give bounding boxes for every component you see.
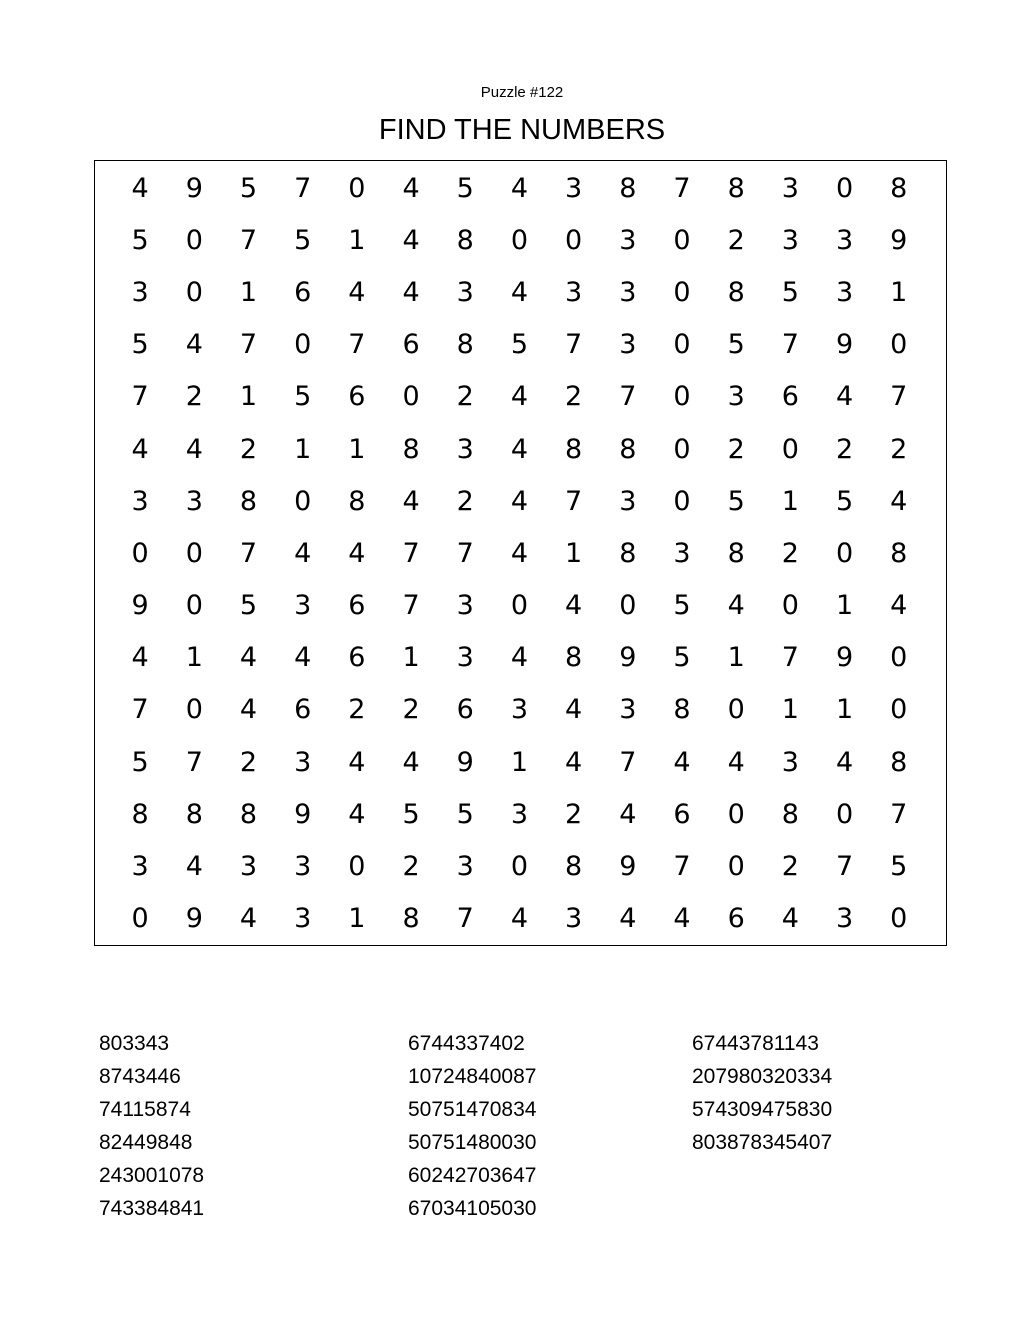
grid-cell[interactable]: 8: [456, 329, 474, 361]
grid-cell[interactable]: 5: [402, 798, 420, 830]
grid-cell[interactable]: 7: [402, 590, 420, 622]
grid-cell[interactable]: 0: [185, 224, 203, 256]
word-list-item: 74115874: [99, 1098, 191, 1121]
grid-cell[interactable]: 7: [456, 903, 474, 935]
grid-cell[interactable]: 0: [890, 694, 908, 726]
grid-cell[interactable]: 5: [510, 329, 528, 361]
grid-cell[interactable]: 8: [402, 903, 420, 935]
grid-cell[interactable]: 0: [510, 224, 528, 256]
grid-cell[interactable]: 1: [348, 903, 366, 935]
word-list-item: 82449848: [99, 1131, 193, 1154]
grid-cell[interactable]: 4: [890, 590, 908, 622]
grid-cell[interactable]: 3: [456, 433, 474, 465]
grid-cell[interactable]: 8: [565, 642, 583, 674]
word-list-item: 6744337402: [408, 1032, 525, 1055]
grid-cell[interactable]: 2: [456, 485, 474, 517]
grid-cell[interactable]: 0: [673, 329, 691, 361]
grid-cell[interactable]: 8: [890, 746, 908, 778]
grid-cell[interactable]: 4: [131, 642, 149, 674]
grid-cell[interactable]: 4: [673, 903, 691, 935]
grid-cell[interactable]: 4: [402, 224, 420, 256]
grid-cell[interactable]: 4: [565, 746, 583, 778]
grid-cell[interactable]: 5: [131, 329, 149, 361]
grid-cell[interactable]: 5: [727, 485, 745, 517]
grid-cell[interactable]: 7: [294, 172, 312, 204]
grid-cell[interactable]: 3: [239, 851, 258, 883]
word-column-1: [99, 1027, 204, 1225]
word-list-item: 207980320334: [692, 1065, 833, 1088]
grid-cell[interactable]: 0: [348, 172, 366, 204]
grid-cell[interactable]: 2: [456, 381, 474, 413]
grid-cell[interactable]: 3: [619, 694, 637, 726]
grid-cell[interactable]: 7: [835, 851, 854, 883]
grid-cell[interactable]: 0: [673, 224, 691, 256]
grid-cell[interactable]: 3: [456, 276, 474, 308]
grid-cell[interactable]: 7: [781, 329, 799, 361]
grid-cell[interactable]: 3: [565, 903, 583, 935]
grid-cell[interactable]: 4: [890, 485, 908, 517]
grid-cell[interactable]: 3: [565, 172, 583, 204]
grid-cell[interactable]: 7: [565, 329, 583, 361]
grid-cell[interactable]: 5: [456, 798, 474, 830]
grid-cell[interactable]: 8: [619, 537, 637, 569]
grid-cell[interactable]: 8: [565, 433, 583, 465]
grid-cell[interactable]: 0: [890, 329, 908, 361]
grid-cell[interactable]: 8: [239, 485, 258, 517]
grid-cell[interactable]: 9: [890, 224, 908, 256]
grid-cell[interactable]: 3: [619, 329, 637, 361]
grid-cell[interactable]: 3: [510, 798, 528, 830]
grid-cell[interactable]: 0: [727, 694, 745, 726]
grid-cell[interactable]: 3: [835, 903, 854, 935]
grid-cell[interactable]: 8: [239, 798, 258, 830]
grid-cell[interactable]: 2: [565, 381, 583, 413]
word-list-item: 803878345407: [692, 1131, 833, 1154]
puzzle-number: Puzzle #122: [480, 84, 564, 101]
grid-cell[interactable]: 4: [727, 590, 745, 622]
grid-cell[interactable]: 8: [673, 694, 691, 726]
grid-cell[interactable]: 0: [565, 224, 583, 256]
grid-cell[interactable]: 4: [402, 485, 420, 517]
grid-cell[interactable]: 2: [781, 537, 799, 569]
grid-cell[interactable]: 4: [239, 694, 258, 726]
grid-cell[interactable]: 4: [781, 903, 799, 935]
grid-cell[interactable]: 0: [673, 381, 691, 413]
grid-cell[interactable]: 1: [294, 433, 312, 465]
grid-cell[interactable]: 4: [402, 276, 420, 308]
grid-cell[interactable]: 5: [781, 276, 799, 308]
grid-cell[interactable]: 4: [239, 642, 258, 674]
grid-cell[interactable]: 3: [185, 485, 203, 517]
grid-cell[interactable]: 1: [402, 642, 420, 674]
grid-cell[interactable]: 3: [619, 485, 637, 517]
grid-cell[interactable]: 4: [185, 851, 203, 883]
grid-cell[interactable]: 2: [185, 381, 203, 413]
grid-cell[interactable]: 3: [294, 851, 312, 883]
grid-cell[interactable]: 9: [185, 903, 203, 935]
grid-cell[interactable]: 0: [890, 903, 908, 935]
grid-cell[interactable]: 4: [348, 798, 366, 830]
grid-cell[interactable]: 4: [510, 433, 528, 465]
grid-cell[interactable]: 0: [673, 433, 691, 465]
grid-cell[interactable]: 4: [835, 746, 854, 778]
grid-cell[interactable]: 7: [673, 851, 691, 883]
grid-cell[interactable]: 9: [835, 329, 854, 361]
grid-cell[interactable]: 5: [673, 590, 691, 622]
grid-cell[interactable]: 1: [185, 642, 203, 674]
grid-cell[interactable]: 7: [673, 172, 691, 204]
grid-cell[interactable]: 0: [131, 903, 149, 935]
grid-cell[interactable]: 2: [565, 798, 583, 830]
grid-cell[interactable]: 3: [781, 224, 799, 256]
grid-cell[interactable]: 3: [456, 590, 474, 622]
grid-cell[interactable]: 0: [673, 276, 691, 308]
grid-cell[interactable]: 3: [294, 903, 312, 935]
word-list-item: 743384841: [99, 1197, 205, 1220]
grid-cell[interactable]: 0: [727, 798, 745, 830]
grid-cell[interactable]: 6: [727, 903, 745, 935]
word-list-item: 243001078: [99, 1164, 205, 1187]
grid-cell[interactable]: 1: [781, 694, 799, 726]
grid-cell[interactable]: 7: [890, 381, 908, 413]
grid-cell[interactable]: 4: [294, 537, 312, 569]
word-column-2: [408, 1027, 536, 1225]
grid-cell[interactable]: 0: [185, 537, 203, 569]
grid-cell[interactable]: 0: [185, 590, 203, 622]
puzzle-grid-box: [94, 160, 947, 946]
grid-cell[interactable]: 0: [185, 694, 203, 726]
puzzle-title: FIND THE NUMBERS: [378, 114, 666, 146]
grid-cell[interactable]: 1: [239, 276, 258, 308]
grid-cell[interactable]: 6: [294, 276, 312, 308]
word-list-item: 574309475830: [692, 1098, 833, 1121]
grid-cell[interactable]: 4: [565, 694, 583, 726]
grid-cell[interactable]: 8: [348, 485, 366, 517]
grid-cell[interactable]: 1: [727, 642, 745, 674]
grid-cell[interactable]: 9: [835, 642, 854, 674]
grid-cell[interactable]: 2: [239, 746, 258, 778]
grid-cell[interactable]: 5: [673, 642, 691, 674]
grid-cell[interactable]: 0: [294, 485, 312, 517]
grid-cell[interactable]: 2: [890, 433, 908, 465]
grid-cell[interactable]: 1: [239, 381, 258, 413]
grid-cell[interactable]: 3: [565, 276, 583, 308]
grid-cell[interactable]: 4: [510, 903, 528, 935]
grid-cell[interactable]: 7: [348, 329, 366, 361]
grid-cell[interactable]: 0: [131, 537, 149, 569]
grid-cell[interactable]: 4: [565, 590, 583, 622]
puzzle-grid: [113, 161, 926, 945]
grid-cell[interactable]: 1: [565, 537, 583, 569]
grid-cell[interactable]: 4: [510, 276, 528, 308]
grid-cell[interactable]: 3: [456, 851, 474, 883]
grid-cell[interactable]: 6: [673, 798, 691, 830]
grid-cell[interactable]: 5: [294, 224, 312, 256]
grid-cell[interactable]: 4: [510, 537, 528, 569]
grid-cell[interactable]: 4: [727, 746, 745, 778]
grid-cell[interactable]: 0: [835, 798, 854, 830]
grid-cell[interactable]: 9: [294, 798, 312, 830]
grid-cell[interactable]: 1: [835, 590, 854, 622]
grid-cell[interactable]: 2: [727, 433, 745, 465]
grid-cell[interactable]: 3: [835, 276, 854, 308]
grid-cell[interactable]: 4: [510, 172, 528, 204]
grid-cell[interactable]: 8: [185, 798, 203, 830]
grid-cell[interactable]: 3: [456, 642, 474, 674]
word-list-item: 8743446: [99, 1065, 181, 1088]
grid-cell[interactable]: 0: [835, 537, 854, 569]
grid-cell[interactable]: 9: [619, 642, 637, 674]
grid-cell[interactable]: 8: [781, 798, 799, 830]
grid-cell[interactable]: 9: [456, 746, 474, 778]
grid-cell[interactable]: 7: [239, 537, 258, 569]
grid-cell[interactable]: 0: [510, 590, 528, 622]
grid-cell[interactable]: 0: [348, 851, 366, 883]
grid-cell[interactable]: 5: [890, 851, 908, 883]
grid-cell[interactable]: 4: [131, 172, 149, 204]
grid-cell[interactable]: 3: [619, 224, 637, 256]
grid-cell[interactable]: 4: [185, 329, 203, 361]
grid-cell[interactable]: 7: [890, 798, 908, 830]
grid-cell[interactable]: 4: [239, 903, 258, 935]
grid-cell[interactable]: 4: [348, 537, 366, 569]
grid-cell[interactable]: 1: [510, 746, 528, 778]
grid-cell[interactable]: 2: [835, 433, 854, 465]
grid-cell[interactable]: 7: [239, 329, 258, 361]
grid-cell[interactable]: 1: [835, 694, 854, 726]
grid-cell[interactable]: 1: [890, 276, 908, 308]
grid-cell[interactable]: 6: [348, 642, 366, 674]
grid-cell[interactable]: 4: [619, 903, 637, 935]
grid-cell[interactable]: 3: [673, 537, 691, 569]
grid-cell[interactable]: 7: [239, 224, 258, 256]
grid-cell[interactable]: 9: [619, 851, 637, 883]
grid-cell[interactable]: 4: [510, 381, 528, 413]
grid-cell[interactable]: 4: [402, 746, 420, 778]
grid-cell[interactable]: 2: [402, 694, 420, 726]
grid-cell[interactable]: 0: [510, 851, 528, 883]
grid-cell[interactable]: 4: [402, 172, 420, 204]
grid-cell[interactable]: 4: [294, 642, 312, 674]
word-list-item: 60242703647: [408, 1164, 537, 1187]
grid-cell[interactable]: 6: [294, 694, 312, 726]
grid-cell[interactable]: 2: [239, 433, 258, 465]
grid-cell[interactable]: 5: [727, 329, 745, 361]
grid-cell[interactable]: 7: [185, 746, 203, 778]
grid-cell[interactable]: 8: [619, 433, 637, 465]
grid-cell[interactable]: 6: [348, 381, 366, 413]
grid-cell[interactable]: 2: [781, 851, 799, 883]
grid-cell[interactable]: 5: [239, 590, 258, 622]
grid-cell[interactable]: 3: [131, 851, 149, 883]
grid-cell[interactable]: 7: [781, 642, 799, 674]
word-list-item: 67034105030: [408, 1197, 537, 1220]
grid-cell[interactable]: 7: [565, 485, 583, 517]
grid-cell[interactable]: 4: [619, 798, 637, 830]
grid-cell[interactable]: 5: [131, 224, 149, 256]
grid-cell[interactable]: 1: [348, 433, 366, 465]
grid-cell[interactable]: 6: [402, 329, 420, 361]
word-list: [0, 1027, 1024, 1247]
grid-cell[interactable]: 0: [890, 642, 908, 674]
grid-cell[interactable]: 9: [185, 172, 203, 204]
grid-cell[interactable]: 3: [781, 746, 799, 778]
grid-cell[interactable]: 3: [781, 172, 799, 204]
grid-cell[interactable]: 1: [348, 224, 366, 256]
grid-cell[interactable]: 0: [402, 381, 420, 413]
word-column-3: [692, 1027, 832, 1159]
grid-cell[interactable]: 3: [619, 276, 637, 308]
grid-cell[interactable]: 8: [727, 172, 745, 204]
grid-cell[interactable]: 3: [294, 746, 312, 778]
grid-cell[interactable]: 8: [565, 851, 583, 883]
grid-cell[interactable]: 3: [294, 590, 312, 622]
grid-cell[interactable]: 9: [131, 590, 149, 622]
grid-cell[interactable]: 5: [294, 381, 312, 413]
grid-cell[interactable]: 5: [456, 172, 474, 204]
word-list-item: 67443781143: [692, 1032, 819, 1055]
grid-cell[interactable]: 7: [131, 381, 149, 413]
grid-cell[interactable]: 2: [727, 224, 745, 256]
grid-cell[interactable]: 4: [131, 433, 149, 465]
grid-cell[interactable]: 0: [727, 851, 745, 883]
grid-cell[interactable]: 2: [348, 694, 366, 726]
word-list-item: 50751480030: [408, 1131, 537, 1154]
grid-cell[interactable]: 2: [402, 851, 420, 883]
grid-cell[interactable]: 5: [131, 746, 149, 778]
grid-cell[interactable]: 7: [131, 694, 149, 726]
grid-cell[interactable]: 5: [835, 485, 854, 517]
grid-cell[interactable]: 8: [890, 172, 908, 204]
grid-cell[interactable]: 6: [456, 694, 474, 726]
grid-cell[interactable]: 3: [727, 381, 745, 413]
word-list-item: 803343: [99, 1032, 170, 1055]
grid-cell[interactable]: 4: [185, 433, 203, 465]
grid-cell[interactable]: 0: [781, 433, 799, 465]
grid-cell[interactable]: 0: [835, 172, 854, 204]
grid-cell[interactable]: 4: [348, 746, 366, 778]
grid-cell[interactable]: 8: [727, 276, 745, 308]
grid-cell[interactable]: 6: [348, 590, 366, 622]
grid-cell[interactable]: 7: [619, 746, 637, 778]
grid-cell[interactable]: 8: [131, 798, 149, 830]
grid-cell[interactable]: 4: [673, 746, 691, 778]
grid-cell[interactable]: 8: [402, 433, 420, 465]
grid-cell[interactable]: 6: [781, 381, 799, 413]
grid-cell[interactable]: 4: [510, 485, 528, 517]
grid-cell[interactable]: 3: [131, 485, 149, 517]
grid-cell[interactable]: 7: [619, 381, 637, 413]
grid-cell[interactable]: 0: [781, 590, 799, 622]
grid-cell[interactable]: 7: [402, 537, 420, 569]
grid-cell[interactable]: 8: [727, 537, 745, 569]
grid-cell[interactable]: 1: [781, 485, 799, 517]
grid-cell[interactable]: 0: [619, 590, 637, 622]
grid-cell[interactable]: 4: [835, 381, 854, 413]
grid-cell[interactable]: 8: [456, 224, 474, 256]
grid-cell[interactable]: 3: [835, 224, 854, 256]
grid-cell[interactable]: 8: [890, 537, 908, 569]
word-list-item: 50751470834: [408, 1098, 537, 1121]
grid-cell[interactable]: 4: [510, 642, 528, 674]
grid-cell[interactable]: 4: [348, 276, 366, 308]
grid-cell[interactable]: 3: [131, 276, 149, 308]
grid-cell[interactable]: 0: [294, 329, 312, 361]
grid-cell[interactable]: 7: [456, 537, 474, 569]
word-list-item: 10724840087: [408, 1065, 537, 1088]
grid-cell[interactable]: 0: [673, 485, 691, 517]
grid-cell[interactable]: 8: [619, 172, 637, 204]
grid-cell[interactable]: 0: [185, 276, 203, 308]
grid-cell[interactable]: 3: [510, 694, 528, 726]
grid-cell[interactable]: 5: [239, 172, 258, 204]
